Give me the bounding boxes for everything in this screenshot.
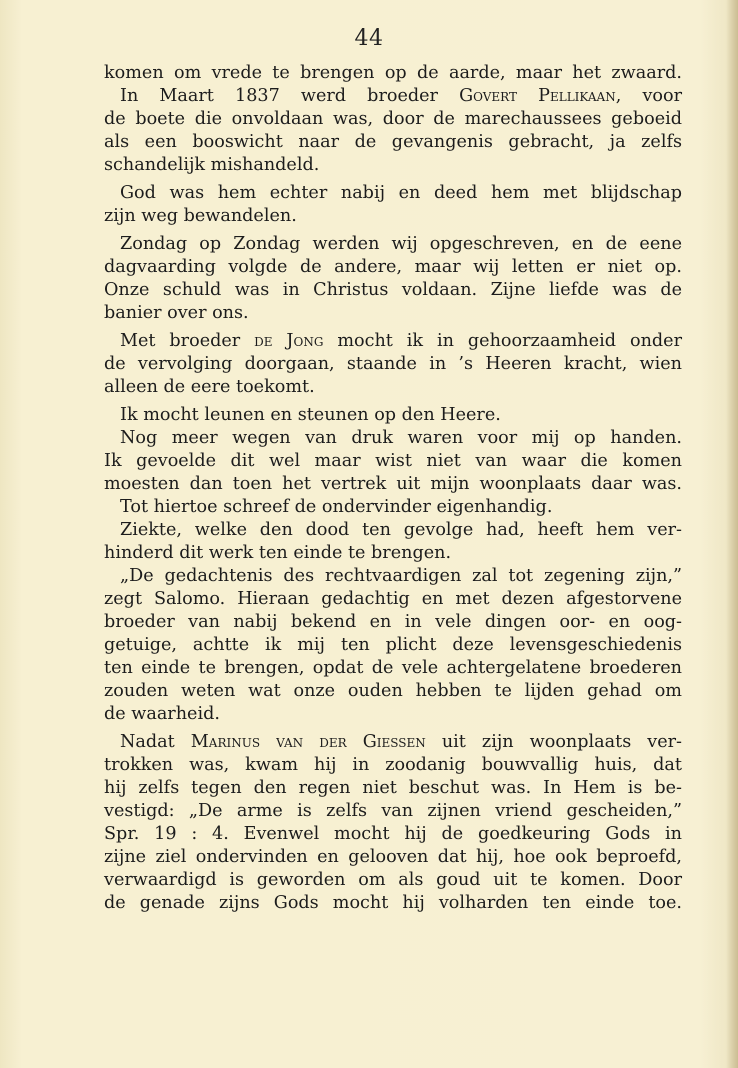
text-segment: hinderd dit werk ten einde te brengen. <box>104 543 452 563</box>
text-segment: de boete die onvoldaan was, door de marechaussees geboeid <box>104 109 682 129</box>
text-line <box>104 731 682 754</box>
text-segment: Spr. 19 : 4. Evenwel mocht hij de goedkeuring Gods in <box>104 824 682 844</box>
text-segment: de vervolging doorgaan, staande in ’s Heeren kracht, wien <box>104 354 682 374</box>
text-segment: getuige, achtte ik mij ten plicht deze levensgeschiedenis <box>104 635 682 655</box>
text-segment: komen om vrede te brengen op de aarde, maar het zwaard. <box>104 63 682 83</box>
text-segment: Tot hiertoe schreef de ondervinder eigenhandig. <box>120 497 553 517</box>
text-line <box>104 703 682 726</box>
text-line <box>104 496 682 519</box>
text-line <box>104 256 682 279</box>
text-segment: Ik mocht leunen en steunen op den Heere. <box>120 405 501 425</box>
page-edge-shadow <box>726 0 738 1068</box>
text-segment: Ziekte, welke den dood ten gevolge had, heeft hem ver- <box>120 520 682 540</box>
text-line <box>104 519 682 542</box>
page-number: 44 <box>354 26 384 51</box>
text-line <box>104 611 682 634</box>
text-line <box>104 846 682 869</box>
text-line <box>104 542 682 565</box>
text-line <box>104 330 682 353</box>
text-line <box>104 823 682 846</box>
text-line <box>104 657 682 680</box>
person-name: Marinus van der Giessen <box>190 732 426 752</box>
text-segment: , voor <box>615 86 682 106</box>
text-segment: trokken was, kwam hij in zoodanig bouwvallig huis, dat <box>104 755 682 775</box>
person-name: de Jong <box>254 331 324 351</box>
text-line <box>104 205 682 228</box>
text-line <box>104 892 682 915</box>
text-line <box>104 108 682 131</box>
text-line <box>104 233 682 256</box>
text-segment: Nog meer wegen van druk waren voor mij op handen. <box>120 428 682 448</box>
text-line <box>104 473 682 496</box>
text-line <box>104 869 682 892</box>
text-segment: Met broeder <box>120 331 255 351</box>
text-segment: dagvaarding volgde de andere, maar wij letten er niet op. <box>104 257 682 277</box>
text-segment: banier over ons. <box>104 303 249 323</box>
text-segment: verwaardigd is geworden om als goud uit te komen. Door <box>104 870 682 890</box>
text-segment: zijn weg bewandelen. <box>104 206 297 226</box>
text-line <box>104 800 682 823</box>
text-line <box>104 565 682 588</box>
text-segment: Zondag op Zondag werden wij opgeschreven, en de eene <box>120 234 682 254</box>
text-line <box>104 634 682 657</box>
text-segment: hij zelfs tegen den regen niet beschut was. In Hem is be- <box>104 778 682 798</box>
text-segment: uit zijn woonplaats ver- <box>425 732 682 752</box>
text-segment: God was hem echter nabij en deed hem met blijdschap <box>120 183 682 203</box>
text-segment: moesten dan toen het vertrek uit mijn woonplaats daar was. <box>104 474 682 494</box>
text-line <box>104 62 682 85</box>
text-segment: de waarheid. <box>104 704 220 724</box>
text-segment: Onze schuld was in Christus voldaan. Zijne liefde was de <box>104 280 682 300</box>
text-line <box>104 302 682 325</box>
body-text <box>104 62 682 915</box>
text-segment: „De gedachtenis des rechtvaardigen zal tot zegening zijn,” <box>120 566 682 586</box>
text-line <box>104 131 682 154</box>
text-segment: Ik gevoelde dit wel maar wist niet van waar die komen <box>104 451 682 471</box>
text-segment: In Maart 1837 werd broeder <box>120 86 460 106</box>
text-line <box>104 85 682 108</box>
text-line <box>104 777 682 800</box>
text-segment: ten einde te brengen, opdat de vele achtergelatene broederen <box>104 658 682 678</box>
text-segment: schandelijk mishandeld. <box>104 155 320 175</box>
person-name: Govert Pellikaan <box>459 86 616 106</box>
text-segment: zouden weten wat onze ouden hebben te lijden gehad om <box>104 681 682 701</box>
text-line <box>104 182 682 205</box>
text-line <box>104 279 682 302</box>
text-segment: zegt Salomo. Hieraan gedachtig en met dezen afgestorvene <box>104 589 682 609</box>
text-line <box>104 154 682 177</box>
text-line <box>104 376 682 399</box>
text-line <box>104 450 682 473</box>
text-line <box>104 404 682 427</box>
text-segment: broeder van nabij bekend en in vele dingen oor- en oog- <box>104 612 682 632</box>
text-segment: de genade zijns Gods mocht hij volharden ten einde toe. <box>104 893 682 913</box>
text-line <box>104 754 682 777</box>
text-line <box>104 680 682 703</box>
text-segment: vestigd: „De arme is zelfs van zijnen vriend gescheiden,” <box>104 801 682 821</box>
text-segment: Nadat <box>120 732 191 752</box>
text-line <box>104 588 682 611</box>
text-segment: zijne ziel ondervinden en gelooven dat hij, hoe ook beproefd, <box>104 847 682 867</box>
text-segment: mocht ik in gehoorzaamheid onder <box>323 331 683 351</box>
text-segment: alleen de eere toekomt. <box>104 377 315 397</box>
text-line <box>104 427 682 450</box>
text-segment: als een booswicht naar de gevangenis gebracht, ja zelfs <box>104 132 682 152</box>
text-line <box>104 353 682 376</box>
